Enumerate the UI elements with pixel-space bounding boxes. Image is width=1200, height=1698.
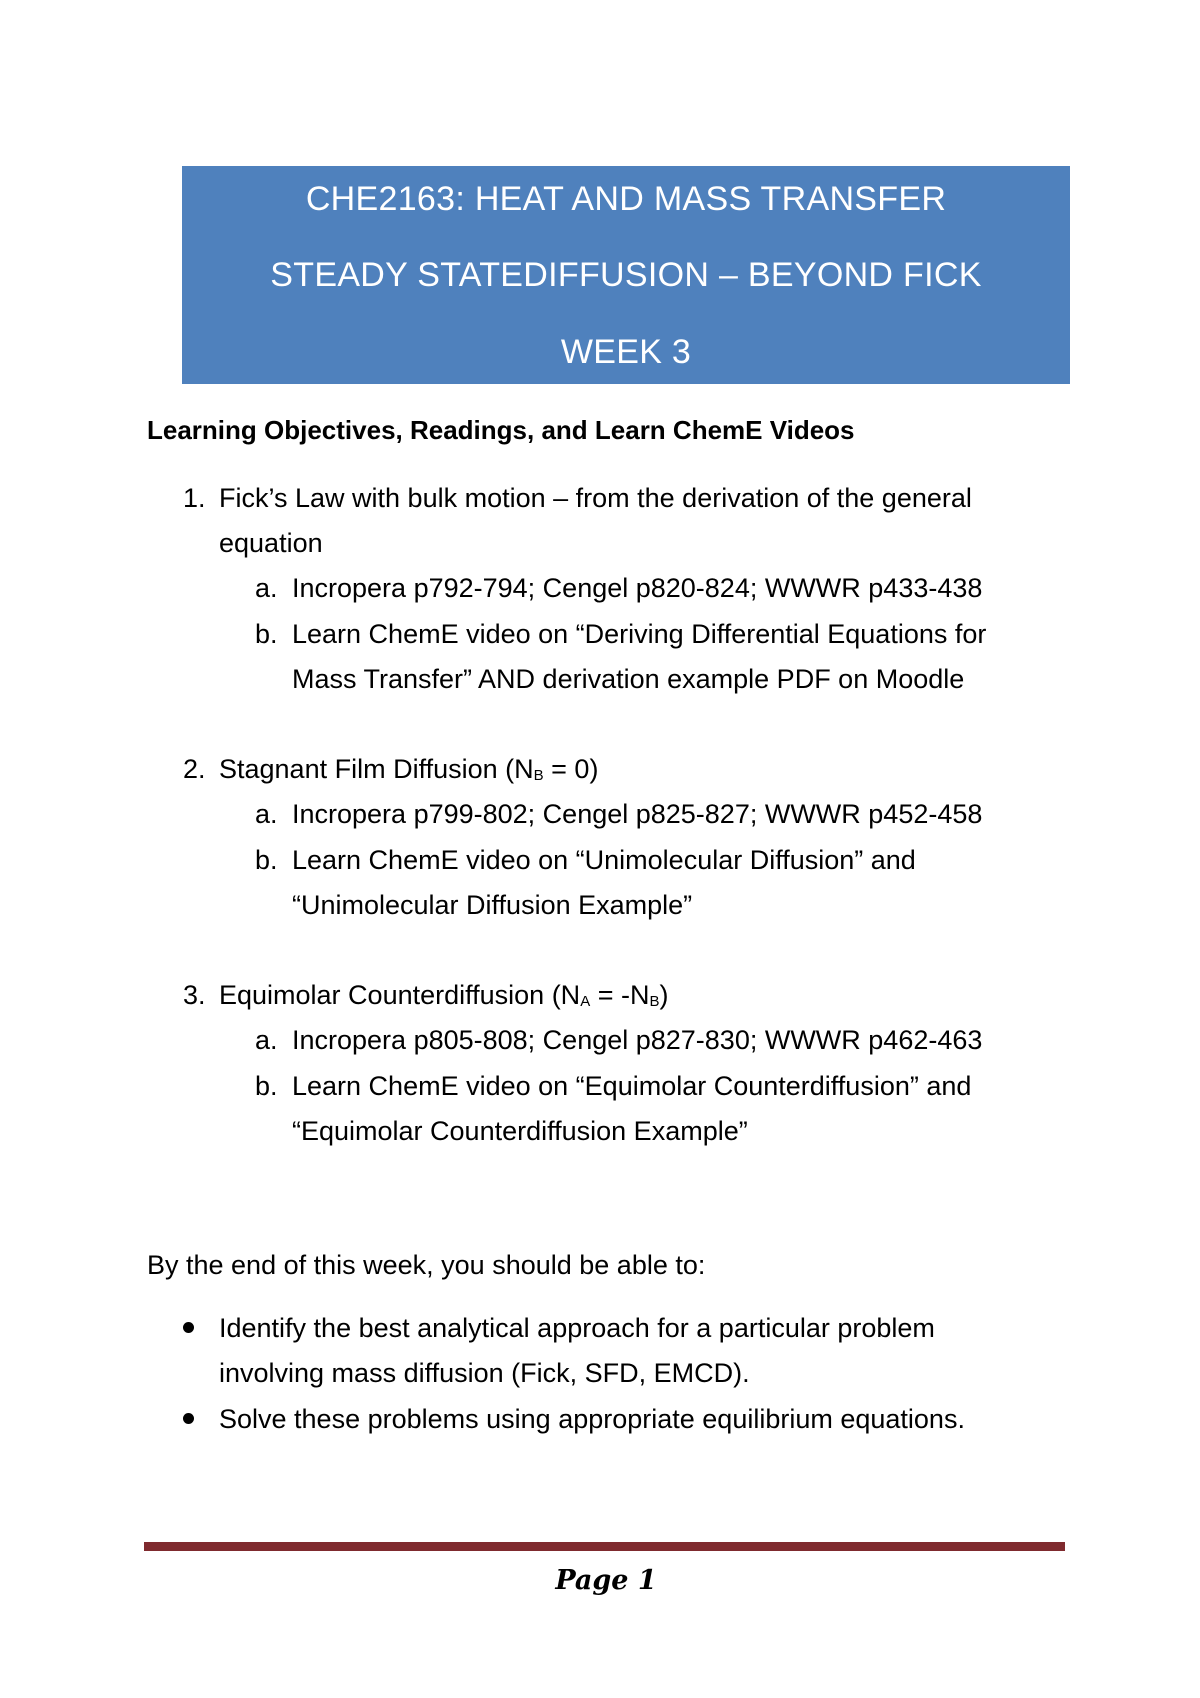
video-reference: Learn ChemE video on “Unimolecular Diffusion” and — [292, 845, 916, 875]
objective-title-cont: equation — [219, 528, 323, 558]
sub-item-label: b. — [255, 619, 278, 649]
section-heading: Learning Objectives, Readings, and Learn ChemE Videos — [147, 415, 855, 445]
objective-title: Stagnant Film Diffusion $(N_B = 0)$ — [219, 754, 599, 784]
week-label: WEEK 3 — [560, 333, 692, 371]
video-reference-cont: “Unimolecular Diffusion Example” — [292, 890, 693, 920]
bullet-icon — [183, 1413, 194, 1424]
sub-item-label: a. — [255, 1025, 278, 1055]
outcomes-intro: By the end of this week, you should be able to: — [147, 1250, 706, 1280]
outcome-text-cont: involving mass diffusion (Fick, SFD, EMCD). — [219, 1358, 750, 1388]
reading-list: Incropera p792-794; Cengel p820-824; WWWR p433-438 — [292, 573, 983, 603]
video-reference: Learn ChemE video on “Equimolar Counterdiffusion” and — [292, 1071, 972, 1101]
outcome-text: Solve these problems using appropriate equilibrium equations. — [219, 1404, 965, 1434]
topic-title: STEADY STATEDIFFUSION – BEYOND FICK — [270, 256, 982, 294]
objective-number: 2. — [183, 754, 206, 784]
title-box — [182, 166, 1070, 384]
sub-item-label: b. — [255, 1071, 278, 1101]
objective-number: 3. — [183, 980, 206, 1010]
objective-title: Fick’s Law with bulk motion – from the derivation of the general — [219, 483, 972, 513]
sub-item-label: a. — [255, 573, 278, 603]
outcome-text: Identify the best analytical approach for a particular problem — [219, 1313, 935, 1343]
sub-item-label: b. — [255, 845, 278, 875]
video-reference: Learn ChemE video on “Deriving Differential Equations for — [292, 619, 987, 649]
sub-item-label: a. — [255, 799, 278, 829]
course-title: CHE2163: HEAT AND MASS TRANSFER — [305, 180, 947, 218]
video-reference-cont: Mass Transfer” AND derivation example PDF on Moodle — [292, 664, 965, 694]
reading-list: Incropera p805-808; Cengel p827-830; WWWR p462-463 — [292, 1025, 983, 1055]
reading-list: Incropera p799-802; Cengel p825-827; WWWR p452-458 — [292, 799, 983, 829]
page-number: Page 1 — [555, 1565, 657, 1596]
objective-number: 1. — [183, 483, 206, 513]
objective-title: Equimolar Counterdiffusion $(N_A = -N_B)$ — [219, 980, 669, 1010]
bullet-icon — [183, 1322, 194, 1333]
footer-rule — [144, 1542, 1065, 1551]
video-reference-cont: “Equimolar Counterdiffusion Example” — [292, 1116, 748, 1146]
